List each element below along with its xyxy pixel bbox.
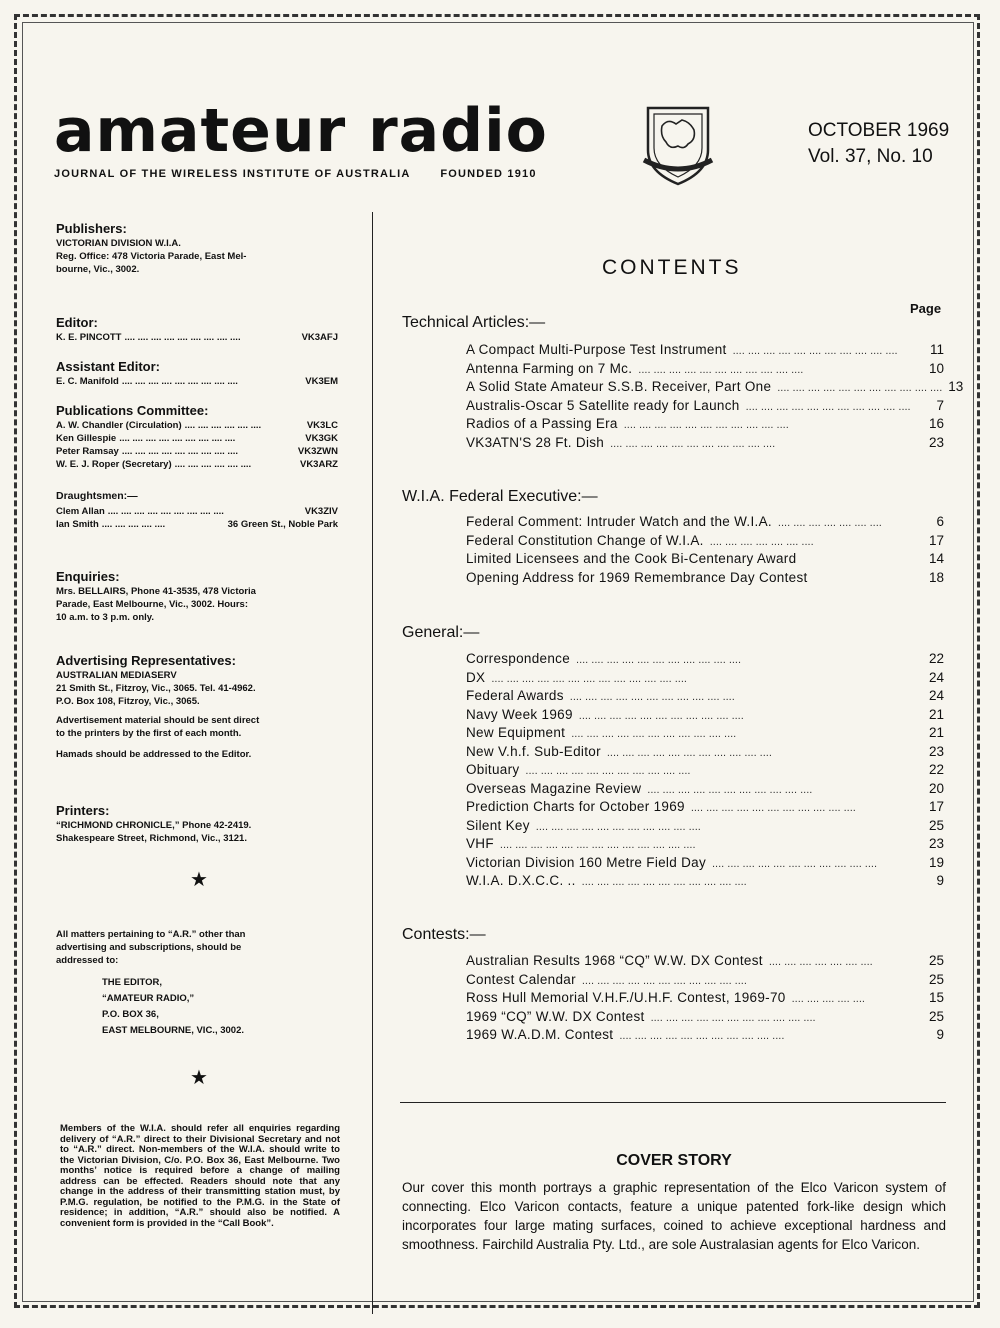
toc-title: W.I.A. D.X.C.C. .. xyxy=(466,873,576,888)
toc-entry[interactable] xyxy=(466,570,944,589)
toc-entry[interactable] xyxy=(466,435,944,454)
member-call: 36 Green St., Noble Park xyxy=(227,519,338,530)
member-name: Peter Ramsay xyxy=(56,446,119,457)
issue-volume: Vol. 37, No. 10 xyxy=(808,146,933,167)
editor-row xyxy=(56,331,338,344)
toc-entry[interactable] xyxy=(466,1009,944,1028)
toc-list-federal xyxy=(466,514,944,588)
leader-dots: .... .... .... .... .... .... .... .... .... .... .... xyxy=(732,345,898,357)
toc-page: 11 xyxy=(929,342,944,357)
toc-entry[interactable] xyxy=(466,873,944,892)
leader-dots: .... .... .... .... .... .... .... .... .... .... .... xyxy=(571,728,737,740)
toc-entry[interactable] xyxy=(466,836,944,855)
leader-dots: .... .... .... .... .... .... xyxy=(184,420,262,431)
toc-list-general xyxy=(466,651,944,892)
toc-title: Australis-Oscar 5 Satellite ready for Launch xyxy=(466,397,740,413)
printers-line: “RICHMOND CHRONICLE,” Phone 42-2419. xyxy=(56,820,252,831)
leader-dots: .... .... .... .... .... .... .... .... .... .... .... xyxy=(638,363,804,376)
publishers-section xyxy=(56,222,338,276)
member-name: Ken Gillespie xyxy=(56,433,117,444)
toc-entry[interactable] xyxy=(466,972,944,991)
leader-dots: .... .... .... .... .... .... .... .... .... .... .... xyxy=(647,783,813,796)
advertising-line: AUSTRALIAN MEDIASERV xyxy=(56,670,177,681)
toc-title: A Compact Multi-Purpose Test Instrument xyxy=(466,342,727,357)
leader-dots: .... .... .... .... .... .... .... .... .... xyxy=(124,332,241,343)
toc-entry[interactable] xyxy=(466,361,944,380)
enquiries-heading: Enquiries: xyxy=(56,569,120,584)
assistant-editor-row xyxy=(56,375,338,388)
assistant-editor-call: VK3EM xyxy=(305,376,338,387)
toc-entry[interactable] xyxy=(466,744,944,763)
publications-committee-section xyxy=(56,404,338,471)
address-line: THE EDITOR, xyxy=(102,977,162,988)
toc-page: 13 xyxy=(948,379,964,394)
leader-dots: .... .... .... .... .... .... .... .... .... .... .... xyxy=(610,437,776,450)
leader-dots: .... .... .... .... .... .... .... xyxy=(709,535,814,548)
toc-page: 24 xyxy=(928,688,944,703)
toc-entry[interactable] xyxy=(466,342,944,361)
issue-info xyxy=(808,118,949,170)
member-call: VK3GK xyxy=(305,433,338,444)
toc-title: Silent Key xyxy=(466,817,530,833)
cover-story-divider xyxy=(400,1102,946,1103)
toc-title: Correspondence xyxy=(466,651,571,666)
committee-heading: Publications Committee: xyxy=(56,403,209,418)
toc-page: 23 xyxy=(928,434,944,450)
editor-heading: Editor: xyxy=(56,315,98,330)
toc-page: 23 xyxy=(928,836,944,851)
assistant-editor-heading: Assistant Editor: xyxy=(56,359,161,374)
leader-dots: .... .... .... .... .... .... .... .... .... .... .... xyxy=(712,857,878,870)
advertising-line: 21 Smith St., Fitzroy, Vic., 3065. Tel. 41-4962. xyxy=(56,683,256,694)
toc-page: 7 xyxy=(936,397,944,413)
leader-dots: .... .... .... .... .... xyxy=(101,519,166,530)
toc-title: Antenna Farming on 7 Mc. xyxy=(466,360,633,376)
toc-title: Navy Week 1969 xyxy=(466,706,573,722)
toc-list-contests xyxy=(466,953,944,1046)
toc-title: Radios of a Passing Era xyxy=(466,416,618,431)
wia-emblem-icon xyxy=(638,100,718,190)
matters-line: All matters pertaining to “A.R.” other than xyxy=(56,929,246,940)
publishers-line: VICTORIAN DIVISION W.I.A. xyxy=(56,238,181,249)
leader-dots: .... .... .... .... .... .... .... .... .... .... .... xyxy=(623,419,789,431)
toc-page: 18 xyxy=(928,569,944,585)
committee-row xyxy=(56,445,338,458)
membership-notice: Members of the W.I.A. should refer all enquiries regarding delivery of “A.R.” direct to their Divisional Secretary and not to “A.R.” direct. Non-members of the W.I.A. should write to the Victorian Division, C/o. P.O. Box 36, East Melbourne. Two months’ notice is required before a change of mailing address can be effected. Readers should note that any change in the address of their transmitting station must, by P.M.G. regulation, be notified to the P.M.G. in the State of residence; in addition, “A.R.” should also be notified. A convenient form is provided in the “Call Book”. xyxy=(60,1123,340,1229)
member-name: A. W. Chandler (Circulation) xyxy=(56,420,182,431)
leader-dots: .... .... .... .... .... .... .... .... .... .... .... xyxy=(606,746,772,759)
issue-date: OCTOBER 1969 xyxy=(808,120,950,141)
toc-title: VHF xyxy=(466,836,494,851)
member-call: VK3ZIV xyxy=(304,506,338,517)
leader-dots: .... .... .... .... .... xyxy=(791,993,865,1005)
address-line: EAST MELBOURNE, VIC., 3002. xyxy=(102,1025,245,1036)
toc-title: Prediction Charts for October 1969 xyxy=(466,799,685,814)
toc-entry[interactable] xyxy=(466,1027,944,1046)
toc-title: New V.h.f. Sub-Editor xyxy=(466,743,601,759)
toc-page: 24 xyxy=(928,669,944,685)
toc-entry[interactable] xyxy=(466,725,944,744)
toc-page: 23 xyxy=(928,743,944,759)
enquiries-line: Mrs. BELLAIRS, Phone 41-3535, 478 Victoria xyxy=(56,586,256,597)
toc-title: Federal Constitution Change of W.I.A. xyxy=(466,532,704,548)
publishers-line: bourne, Vic., 3002. xyxy=(56,264,140,275)
leader-dots: .... .... .... .... .... .... xyxy=(174,459,252,470)
draughtsman-row xyxy=(56,518,338,531)
toc-title: Obituary xyxy=(466,762,520,777)
leader-dots: .... .... .... .... .... .... .... .... .... .... .... xyxy=(619,1030,785,1042)
toc-entry[interactable] xyxy=(466,514,944,533)
contents-title: CONTENTS xyxy=(602,256,742,279)
toc-title: Victorian Division 160 Metre Field Day xyxy=(466,854,706,870)
enquiries-line: 10 a.m. to 3 p.m. only. xyxy=(56,612,155,623)
hamads-note: Hamads should be addressed to the Editor. xyxy=(56,749,252,760)
founded-text: FOUNDED 1910 xyxy=(440,168,537,180)
toc-title: DX xyxy=(466,669,486,685)
toc-entry[interactable] xyxy=(466,398,944,417)
publishers-line: Reg. Office: 478 Victoria Parade, East Mel- xyxy=(56,251,247,262)
toc-page: 10 xyxy=(928,360,944,376)
toc-entry[interactable] xyxy=(466,818,944,837)
draughtsmen-heading: Draughtsmen:— xyxy=(56,490,138,502)
enquiries-section xyxy=(56,570,338,624)
member-name: Clem Allan xyxy=(56,506,105,517)
leader-dots: .... .... .... .... .... .... .... .... .... xyxy=(121,376,238,387)
toc-entry[interactable] xyxy=(466,688,944,707)
toc-page: 17 xyxy=(928,532,944,548)
toc-title: A Solid State Amateur S.S.B. Receiver, Part One xyxy=(466,379,772,394)
toc-title: Ross Hull Memorial V.H.F./U.H.F. Contest, 1969-70 xyxy=(466,990,786,1005)
matters-section xyxy=(56,928,338,1039)
leader-dots: .... .... .... .... .... .... .... .... .... .... .... .... .... xyxy=(499,839,696,851)
subtitle-text: JOURNAL OF THE WIRELESS INSTITUTE OF AUSTRALIA xyxy=(54,168,411,180)
leader-dots: .... .... .... .... .... .... .... .... .... .... .... xyxy=(581,876,747,888)
section-technical-articles: Technical Articles:— xyxy=(402,314,546,331)
toc-page: 21 xyxy=(928,706,944,722)
toc-entry[interactable] xyxy=(466,855,944,874)
leader-dots: .... .... .... .... .... .... .... .... .... xyxy=(119,433,236,444)
draughtsmen-section xyxy=(56,490,338,531)
leader-dots: .... .... .... .... .... .... .... .... .... .... .... xyxy=(535,820,701,833)
toc-page: 22 xyxy=(928,651,944,666)
toc-entry[interactable] xyxy=(466,762,944,781)
leader-dots: .... .... .... .... .... .... .... .... .... xyxy=(107,506,224,517)
toc-page: 15 xyxy=(928,990,944,1005)
leader-dots: .... .... .... .... .... .... .... .... .... xyxy=(121,446,238,457)
leader-dots: .... .... .... .... .... .... .... .... .... .... .... xyxy=(576,654,742,666)
journal-title: amateur radio xyxy=(54,96,548,166)
editor-call: VK3AFJ xyxy=(301,332,338,343)
draughtsman-row xyxy=(56,505,338,518)
toc-title: New Equipment xyxy=(466,725,566,740)
matters-line: advertising and subscriptions, should be xyxy=(56,942,242,953)
toc-title: VK3ATN'S 28 Ft. Dish xyxy=(466,434,605,450)
toc-title: 1969 W.A.D.M. Contest xyxy=(466,1027,614,1042)
member-name: Ian Smith xyxy=(56,519,99,530)
leader-dots: .... .... .... .... .... .... .... .... .... .... .... xyxy=(525,765,691,777)
toc-page: 9 xyxy=(936,873,944,888)
editor-section xyxy=(56,316,338,344)
toc-entry[interactable] xyxy=(466,416,944,435)
cover-story-text: Our cover this month portrays a graphic representation of the Elco Varicon system of connecting. Elco Varicon contacts, feature a unique patented fork-like design which incorporates four large mating surfaces, coined to achieve exceptional hardness and smoothness. Fairchild Australia Pty. Ltd., are sole Australasian agents for Elco Varicon. xyxy=(402,1180,946,1252)
member-call: VK3LC xyxy=(306,420,338,431)
toc-entry[interactable] xyxy=(466,707,944,726)
assistant-editor-name: E. C. Manifold xyxy=(56,376,119,387)
section-wia-federal-executive: W.I.A. Federal Executive:— xyxy=(402,488,598,505)
advertising-line: P.O. Box 108, Fitzroy, Vic., 3065. xyxy=(56,696,200,707)
toc-page: 25 xyxy=(928,971,944,987)
toc-page: 20 xyxy=(928,780,944,796)
toc-entry[interactable] xyxy=(466,379,964,398)
leader-dots: .... .... .... .... .... .... .... xyxy=(768,956,873,968)
toc-page: 16 xyxy=(928,416,944,431)
advertising-section xyxy=(56,654,338,761)
masthead xyxy=(54,96,548,180)
address-line: “AMATEUR RADIO,” xyxy=(102,993,195,1004)
section-contests: Contests:— xyxy=(402,926,486,943)
toc-page: 17 xyxy=(928,799,944,814)
member-name: W. E. J. Roper (Secretary) xyxy=(56,459,172,470)
section-general: General:— xyxy=(402,624,480,641)
toc-page: 6 xyxy=(936,514,944,529)
matters-line: addressed to: xyxy=(56,955,119,966)
toc-page: 19 xyxy=(928,854,944,870)
toc-page: 9 xyxy=(936,1027,944,1042)
toc-title: Overseas Magazine Review xyxy=(466,780,642,796)
leader-dots: .... .... .... .... .... .... .... .... .... .... .... xyxy=(650,1011,816,1024)
printers-line: Shakespeare Street, Richmond, Vic., 3121. xyxy=(56,833,247,844)
advertising-note: Advertisement material should be sent direct xyxy=(56,715,260,726)
advertising-heading: Advertising Representatives: xyxy=(56,653,236,668)
star-icon: ★ xyxy=(190,869,208,891)
toc-entry[interactable] xyxy=(466,651,944,670)
member-call: VK3ZWN xyxy=(297,446,338,457)
toc-entry[interactable] xyxy=(466,799,944,818)
committee-row xyxy=(56,432,338,445)
column-divider xyxy=(372,212,373,1314)
printers-heading: Printers: xyxy=(56,803,110,818)
address-line: P.O. BOX 36, xyxy=(102,1009,159,1020)
enquiries-line: Parade, East Melbourne, Vic., 3002. Hours: xyxy=(56,599,249,610)
toc-entry[interactable] xyxy=(466,670,944,689)
toc-page: 22 xyxy=(928,762,944,777)
leader-dots: .... .... .... .... .... .... .... .... .... .... .... xyxy=(745,400,911,413)
toc-entry[interactable] xyxy=(466,533,944,552)
toc-title: Limited Licensees and the Cook Bi-Centenary Award xyxy=(466,551,797,566)
toc-title: Australian Results 1968 “CQ” W.W. DX Contest xyxy=(466,953,763,968)
journal-subtitle xyxy=(54,168,548,180)
leader-dots: .... .... .... .... .... .... .... .... .... .... .... .... .... xyxy=(491,672,687,685)
leader-dots: .... .... .... .... .... .... .... .... .... .... .... xyxy=(690,802,856,814)
committee-row xyxy=(56,419,338,432)
toc-list-technical xyxy=(466,342,964,453)
toc-title: Opening Address for 1969 Remembrance Day Contest xyxy=(466,569,808,585)
toc-page: 21 xyxy=(928,725,944,740)
leader-dots: .... .... .... .... .... .... .... .... .... .... .... xyxy=(578,709,744,722)
printers-section xyxy=(56,804,338,845)
toc-title: Contest Calendar xyxy=(466,971,576,987)
leader-dots: .... .... .... .... .... .... .... .... .... .... .... xyxy=(581,974,747,987)
committee-row xyxy=(56,458,338,471)
assistant-editor-section xyxy=(56,360,338,388)
toc-page: 14 xyxy=(928,551,944,566)
toc-title: 1969 “CQ” W.W. DX Contest xyxy=(466,1008,645,1024)
star-icon: ★ xyxy=(190,1067,208,1089)
leader-dots: .... .... .... .... .... .... .... .... .... .... .... xyxy=(777,382,943,394)
leader-dots: .... .... .... .... .... .... .... .... .... .... .... xyxy=(569,691,735,703)
toc-title: Federal Awards xyxy=(466,688,564,703)
toc-page: 25 xyxy=(928,817,944,833)
cover-story-title: COVER STORY xyxy=(616,1152,732,1169)
leader-dots: .... .... .... .... .... .... .... xyxy=(777,517,882,529)
editor-name: K. E. PINCOTT xyxy=(56,332,122,343)
toc-entry[interactable] xyxy=(466,953,944,972)
toc-title: Federal Comment: Intruder Watch and the W.I.A. xyxy=(466,514,772,529)
toc-entry[interactable] xyxy=(466,781,944,800)
toc-page: 25 xyxy=(928,1008,944,1024)
toc-entry[interactable] xyxy=(466,990,944,1009)
toc-entry[interactable] xyxy=(466,551,944,570)
toc-page: 25 xyxy=(928,953,944,968)
member-call: VK3ARZ xyxy=(299,459,338,470)
page-column-header: Page xyxy=(910,301,942,316)
editor-address xyxy=(102,975,338,1039)
advertising-note: to the printers by the first of each month. xyxy=(56,728,242,739)
publishers-heading: Publishers: xyxy=(56,221,127,236)
